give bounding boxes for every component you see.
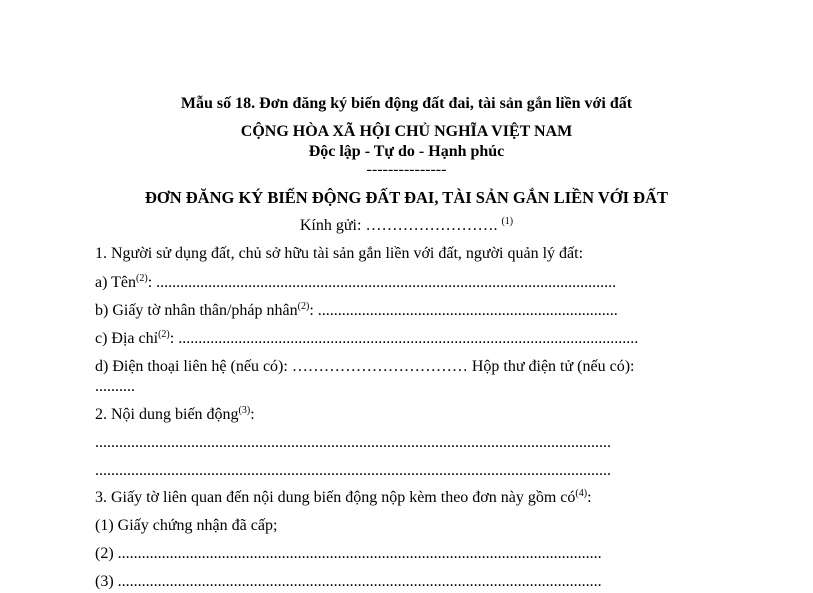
address-field [95,329,638,349]
attachment-item-1: (1) Giấy chứng nhận đã cấp; [95,517,278,534]
document-title: ĐƠN ĐĂNG KÝ BIẾN ĐỘNG ĐẤT ĐAI, TÀI SẢN GẮN LIỀN VỚI ĐẤT [144,188,669,207]
attachment-item-2: (2) ......................................................................................................................... [95,545,602,562]
section-2-note: (3) [238,405,251,416]
section-3-label: 3. Giấy tờ liên quan đến nội dung biến động nộp kèm theo đơn này gồm có [95,489,576,506]
attachment-item-3: (3) ......................................................................................................................... [95,573,602,590]
phone-email-continuation: .......... [95,378,135,395]
separator-line: --------------- [366,161,447,178]
name-field [95,273,616,293]
section-3-colon: : [587,489,592,506]
change-content-line-1: ................................................................................................................................. [95,434,611,451]
country-name: CỘNG HÒA XÃ HỘI CHỦ NGHĨA VIỆT NAM [240,123,573,140]
id-document-note: (2) [297,301,310,312]
name-dots: : ................................................................................................................... [147,274,617,291]
section-3-note: (4) [575,488,588,499]
section-2-colon: : [250,406,255,423]
address-label: c) Địa chỉ [95,330,159,347]
recipient-label: Kính gửi: ……………………. [299,217,502,234]
id-document-label: b) Giấy tờ nhân thân/pháp nhân [95,302,298,319]
address-note: (2) [158,329,170,340]
recipient-line [0,216,813,236]
name-note: (2) [136,273,148,284]
section-3-heading [95,488,592,508]
recipient-note: (1) [501,216,514,227]
address-dots: : ................................................................................................................... [169,330,639,347]
id-document-dots: : ........................................................................... [309,302,618,319]
national-motto: Độc lập - Tự do - Hạnh phúc [308,143,505,160]
phone-email-field: d) Điện thoại liên hệ (nếu có): …………………………… Hộp thư điện tử (nếu có): [95,358,635,375]
section-2-label: 2. Nội dung biến động [95,406,239,423]
section-2-heading [95,405,255,425]
name-label: a) Tên [95,274,137,291]
form-number: Mẫu số 18. Đơn đăng ký biến động đất đai, tài sản gắn liền với đất [180,95,633,112]
section-1-heading: 1. Người sử dụng đất, chủ sở hữu tài sản gắn liền với đất, người quản lý đất: [95,245,584,262]
change-content-line-2: ................................................................................................................................. [95,462,611,479]
id-document-field [95,301,618,321]
